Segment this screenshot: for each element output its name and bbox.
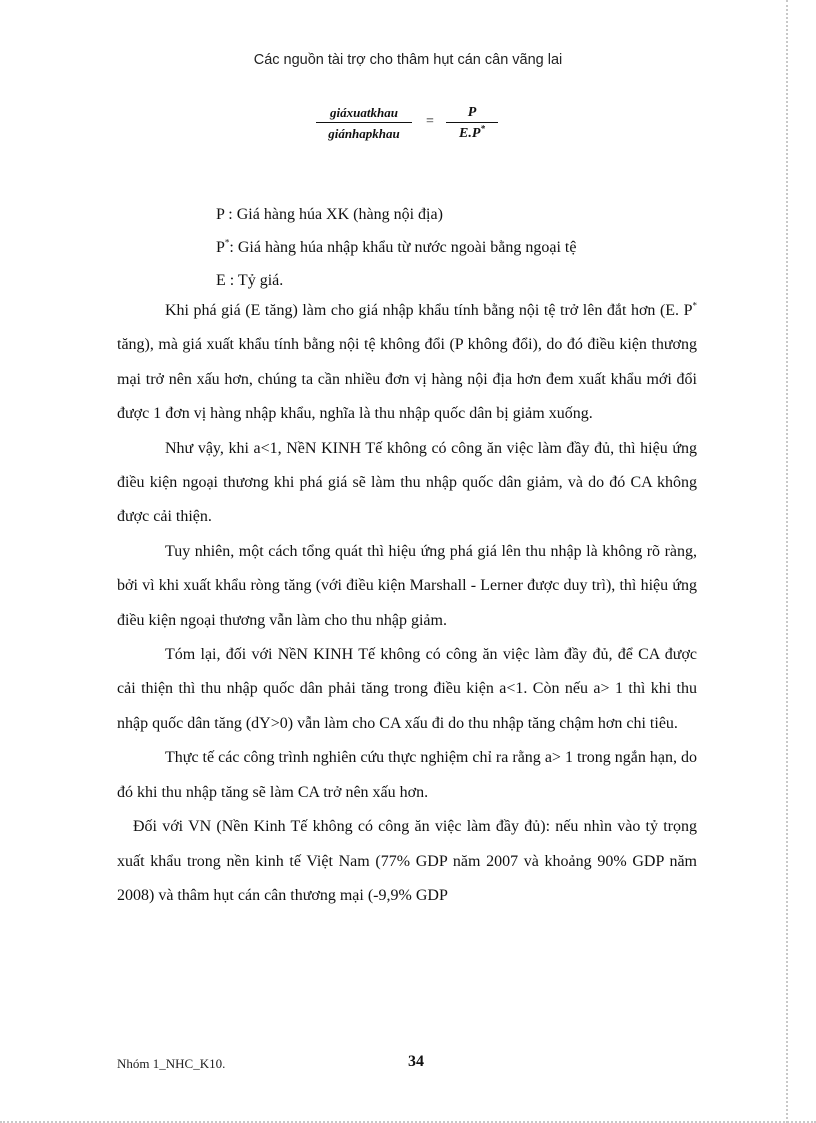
variable-definitions bbox=[216, 198, 576, 297]
paragraph-summary: Tóm lại, đối với NềN KINH Tế không có công ăn việc làm đầy đủ, để CA được cải thiện thì thu nhập quốc dân phải tăng trong điều kiện a<1. Còn nếu a> 1 thì khi thu nhập quốc dân tăng (dY>0) vẫn làm cho CA xấu đi do thu nhập tăng chậm hơn chi tiêu. bbox=[117, 646, 697, 732]
paragraph-vietnam: Đối với VN (Nền Kinh Tế không có công ăn việc làm đầy đủ): nếu nhìn vào tỷ trọng xuất khẩu trong nền kinh tế Việt Nam (77% GDP năm 2007 và khoảng 90% GDP năm 2008) và thâm hụt cán cân thương mại (-9,9% GDP bbox=[117, 818, 697, 904]
definition-e: E : Tỷ giá. bbox=[216, 272, 284, 289]
formula-right-denominator-base: E.P bbox=[459, 126, 481, 141]
formula-right-fraction bbox=[446, 104, 498, 143]
paragraph-devaluation-b: tăng), mà giá xuất khẩu tính bằng nội tệ không đổi (P không đổi), do đó điều kiện thương mại trở nên xấu hơn, chúng ta cần nhiều đơn vị hàng nội địa hơn đem xuất khẩu mới đổi được 1 đơn vị hàng nhập khẩu, nghĩa là thu nhập quốc dân bị giảm xuống. bbox=[117, 336, 697, 423]
page-border-right bbox=[786, 0, 788, 1123]
formula-left-denominator: giánhapkhau bbox=[316, 122, 412, 143]
formula-right-numerator: P bbox=[467, 105, 477, 120]
definition-p-star-text: : Giá hàng húa nhập khẩu từ nước ngoài bằng ngoại tệ bbox=[229, 239, 577, 256]
formula-right-denominator bbox=[446, 122, 498, 143]
formula-right-denominator-sup: * bbox=[480, 123, 485, 134]
definition-p: P : Giá hàng húa XK (hàng nội địa) bbox=[216, 206, 443, 223]
paragraph-a-less-than-one: Như vậy, khi a<1, NềN KINH Tế không có công ăn việc làm đầy đủ, thì hiệu ứng điều kiện ngoại thương khi phá giá sẽ làm thu nhập quốc dân giảm, và do đó CA không được cải thiện. bbox=[117, 439, 697, 526]
paragraph-devaluation-sup: * bbox=[692, 300, 697, 311]
page-number: 34 bbox=[408, 1053, 424, 1070]
terms-of-trade-formula bbox=[316, 104, 516, 150]
running-header: Các nguồn tài trợ cho thâm hụt cán cân vãng lai bbox=[253, 52, 563, 68]
formula-equals: = bbox=[426, 114, 434, 129]
formula-left-numerator: giáxuatkhau bbox=[330, 105, 398, 120]
paragraph-devaluation-a: Khi phá giá (E tăng) làm cho giá nhập khẩu tính bằng nội tệ trở lên đắt hơn (E. P bbox=[165, 302, 693, 319]
paragraph-devaluation bbox=[117, 294, 697, 432]
body-text bbox=[117, 294, 697, 913]
paragraph-however: Tuy nhiên, một cách tổng quát thì hiệu ứng phá giá lên thu nhập là không rõ ràng, bởi vì khi xuất khẩu ròng tăng (với điều kiện Marshall - Lerner được duy trì), thì hiệu ứng điều kiện ngoại thương vẫn làm cho thu nhập giảm. bbox=[117, 542, 697, 629]
definition-p-star bbox=[216, 231, 576, 264]
formula-left-fraction bbox=[316, 104, 412, 143]
definition-p-star-symbol: P* bbox=[216, 237, 230, 256]
paragraph-empirical: Thực tế các công trình nghiên cứu thực nghiệm chỉ ra rằng a> 1 trong ngắn hạn, do đó khi thu nhập tăng sẽ làm CA trở nên xấu hơn. bbox=[117, 749, 697, 801]
footer-group-label: Nhóm 1_NHC_K10. bbox=[117, 1056, 226, 1071]
